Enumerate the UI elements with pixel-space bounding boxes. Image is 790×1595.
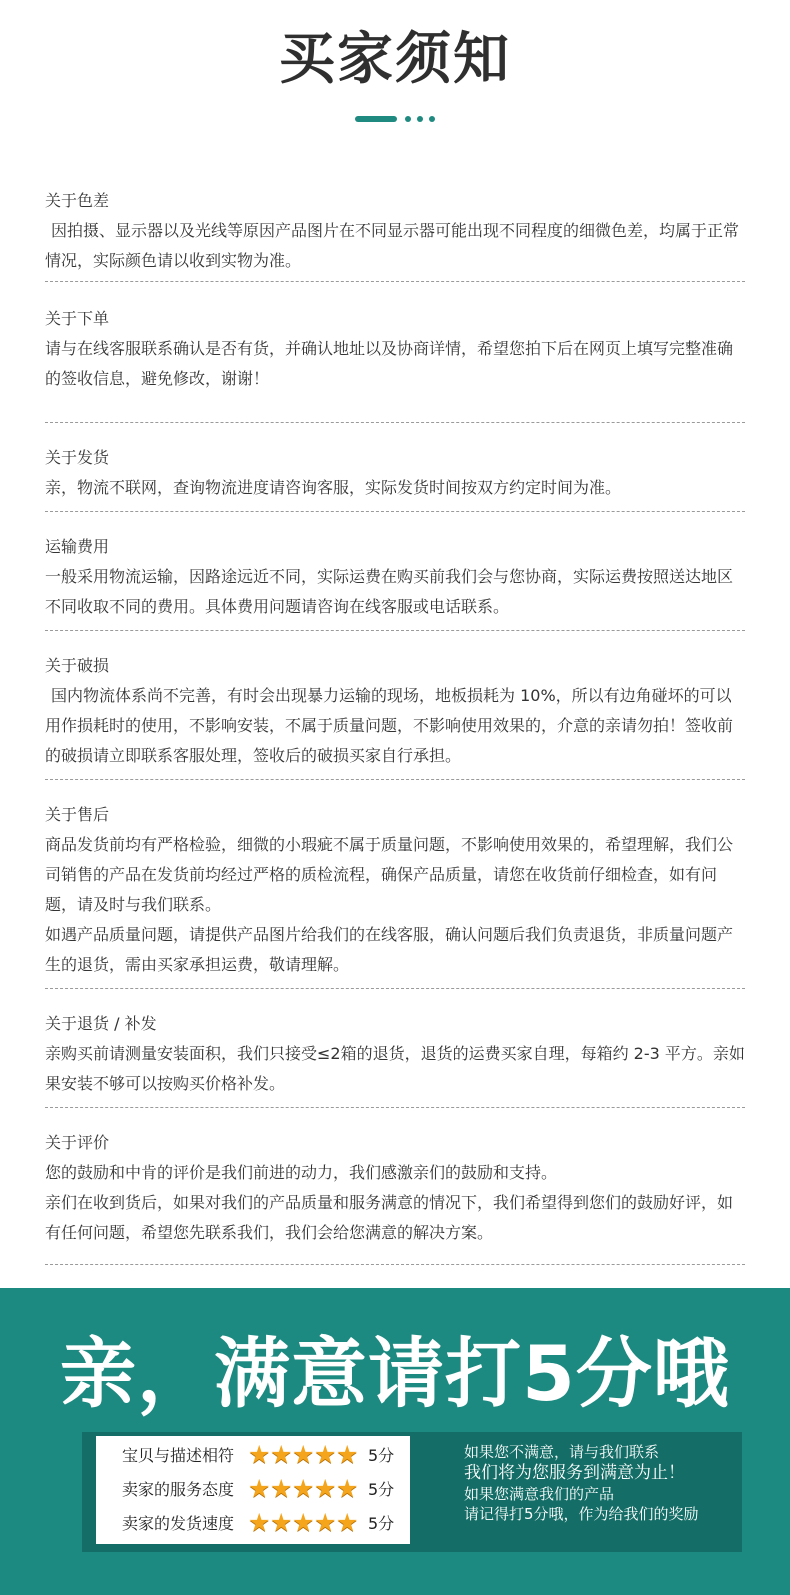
page-title: 买家须知 xyxy=(279,27,511,92)
section-paragraph: 一般采用物流运输，因路途远近不同，实际运费在购买前我们会与您协商，实际运费按照送达地区不同收取不同的费用。具体费用问题请咨询在线客服或电话联系。 xyxy=(45,567,734,616)
rating-label: 宝贝与描述相符 xyxy=(122,1446,235,1465)
rating-score: 5分 xyxy=(368,1480,395,1499)
star-rating xyxy=(248,1442,360,1470)
star-icon: ★ xyxy=(248,1474,271,1503)
section-title: 关于下单 xyxy=(45,309,110,328)
star-icon: ★ xyxy=(292,1440,315,1469)
section-after-sales xyxy=(45,800,745,989)
section-paragraph: 因拍摄、显示器以及光线等原因产品图片在不同显示器可能出现不同程度的细微色差，均属于正常情况，实际颜色请以收到实物为准。 xyxy=(45,221,740,270)
star-icon: ★ xyxy=(336,1474,359,1503)
star-icon: ★ xyxy=(314,1474,337,1503)
star-icon: ★ xyxy=(336,1508,359,1537)
section-body xyxy=(45,216,745,276)
section-body xyxy=(45,562,745,622)
section-body xyxy=(45,334,745,394)
star-icon: ★ xyxy=(248,1508,271,1537)
rating-row xyxy=(96,1440,410,1472)
note-line: 如果您满意我们的产品 xyxy=(464,1485,615,1503)
section-paragraph: 亲们在收到货后，如果对我们的产品质量和服务满意的情况下，我们希望得到您们的鼓励好评，如有任何问题，希望您先联系我们，我们会给您满意的解决方案。 xyxy=(45,1193,734,1242)
section-damage xyxy=(45,651,745,780)
star-icon: ★ xyxy=(248,1440,271,1469)
section-title: 关于发货 xyxy=(45,448,110,467)
decoration-dot xyxy=(417,116,423,122)
section-body xyxy=(45,1039,745,1099)
star-icon: ★ xyxy=(270,1474,293,1503)
rating-row xyxy=(96,1508,410,1540)
section-paragraph: 国内物流体系尚不完善，有时会出现暴力运输的现场，地板损耗为 10%，所以有边角碰坏的可以用作损耗时的使用，不影响安装，不属于质量问题，不影响使用效果的，介意的亲请勿拍！签收前的破损请立即联系客服处理，签收后的破损买家自行承担。 xyxy=(45,686,734,765)
decoration-dot xyxy=(405,116,411,122)
rating-label: 卖家的服务态度 xyxy=(122,1480,235,1499)
title-decoration xyxy=(355,114,445,124)
note-line: 请记得打5分哦，作为给我们的奖励 xyxy=(464,1505,699,1523)
star-icon: ★ xyxy=(270,1440,293,1469)
note-line: 我们将为您服务到满意为止！ xyxy=(464,1463,685,1483)
section-freight xyxy=(45,532,745,631)
section-paragraph: 如遇产品质量问题，请提供产品图片给我们的在线客服，确认问题后我们负责退货，非质量问题产生的退货，需由买家承担运费，敬请理解。 xyxy=(45,925,734,974)
banner-slogan: 亲，满意请打5分哦 xyxy=(60,1329,730,1418)
rating-label: 卖家的发货速度 xyxy=(122,1514,235,1533)
star-icon: ★ xyxy=(292,1474,315,1503)
section-title: 关于售后 xyxy=(45,805,110,824)
section-title: 运输费用 xyxy=(45,537,110,556)
section-title: 关于评价 xyxy=(45,1133,110,1152)
star-icon: ★ xyxy=(336,1440,359,1469)
section-body xyxy=(45,830,745,980)
notice-sections xyxy=(45,186,745,1265)
section-paragraph: 亲购买前请测量安装面积，我们只接受≤2箱的退货，退货的运费买家自理，每箱约 2-3 平方。亲如果安装不够可以按购买价格补发。 xyxy=(45,1044,745,1093)
section-title: 关于破损 xyxy=(45,656,110,675)
star-rating xyxy=(248,1476,360,1504)
section-body xyxy=(45,681,745,771)
decoration-dot xyxy=(429,116,435,122)
section-body xyxy=(45,473,745,503)
section-color-difference xyxy=(45,186,745,282)
section-ordering xyxy=(45,304,745,423)
star-icon: ★ xyxy=(270,1508,293,1537)
rating-score: 5分 xyxy=(368,1446,395,1465)
section-paragraph: 请与在线客服联系确认是否有货，并确认地址以及协商详情，希望您拍下后在网页上填写完整准确的签收信息，避免修改，谢谢！ xyxy=(45,339,734,388)
star-icon: ★ xyxy=(314,1440,337,1469)
rating-box xyxy=(96,1436,410,1544)
section-paragraph: 亲，物流不联网，查询物流进度请咨询客服，实际发货时间按双方约定时间为准。 xyxy=(45,478,622,497)
rating-panel xyxy=(82,1432,742,1552)
section-paragraph: 商品发货前均有严格检验，细微的小瑕疵不属于质量问题，不影响使用效果的，希望理解，我们公司销售的产品在发货前均经过严格的质检流程，确保产品质量，请您在收货前仔细检查，如有问题，请及时与我们联系。 xyxy=(45,835,734,914)
section-reviews xyxy=(45,1128,745,1265)
note-line: 如果您不满意，请与我们联系 xyxy=(464,1443,660,1461)
section-paragraph: 您的鼓励和中肯的评价是我们前进的动力，我们感激亲们的鼓励和支持。 xyxy=(45,1163,558,1182)
section-shipping xyxy=(45,443,745,512)
star-icon: ★ xyxy=(292,1508,315,1537)
star-rating xyxy=(248,1510,360,1538)
rating-banner xyxy=(0,1288,790,1595)
decoration-bar xyxy=(355,116,397,122)
rating-notes xyxy=(464,1442,734,1524)
section-body xyxy=(45,1158,745,1248)
header xyxy=(0,0,790,150)
rating-score: 5分 xyxy=(368,1514,395,1533)
star-icon: ★ xyxy=(314,1508,337,1537)
section-title: 关于色差 xyxy=(45,191,110,210)
section-returns xyxy=(45,1009,745,1108)
rating-row xyxy=(96,1474,410,1506)
section-title: 关于退货 / 补发 xyxy=(45,1014,157,1033)
